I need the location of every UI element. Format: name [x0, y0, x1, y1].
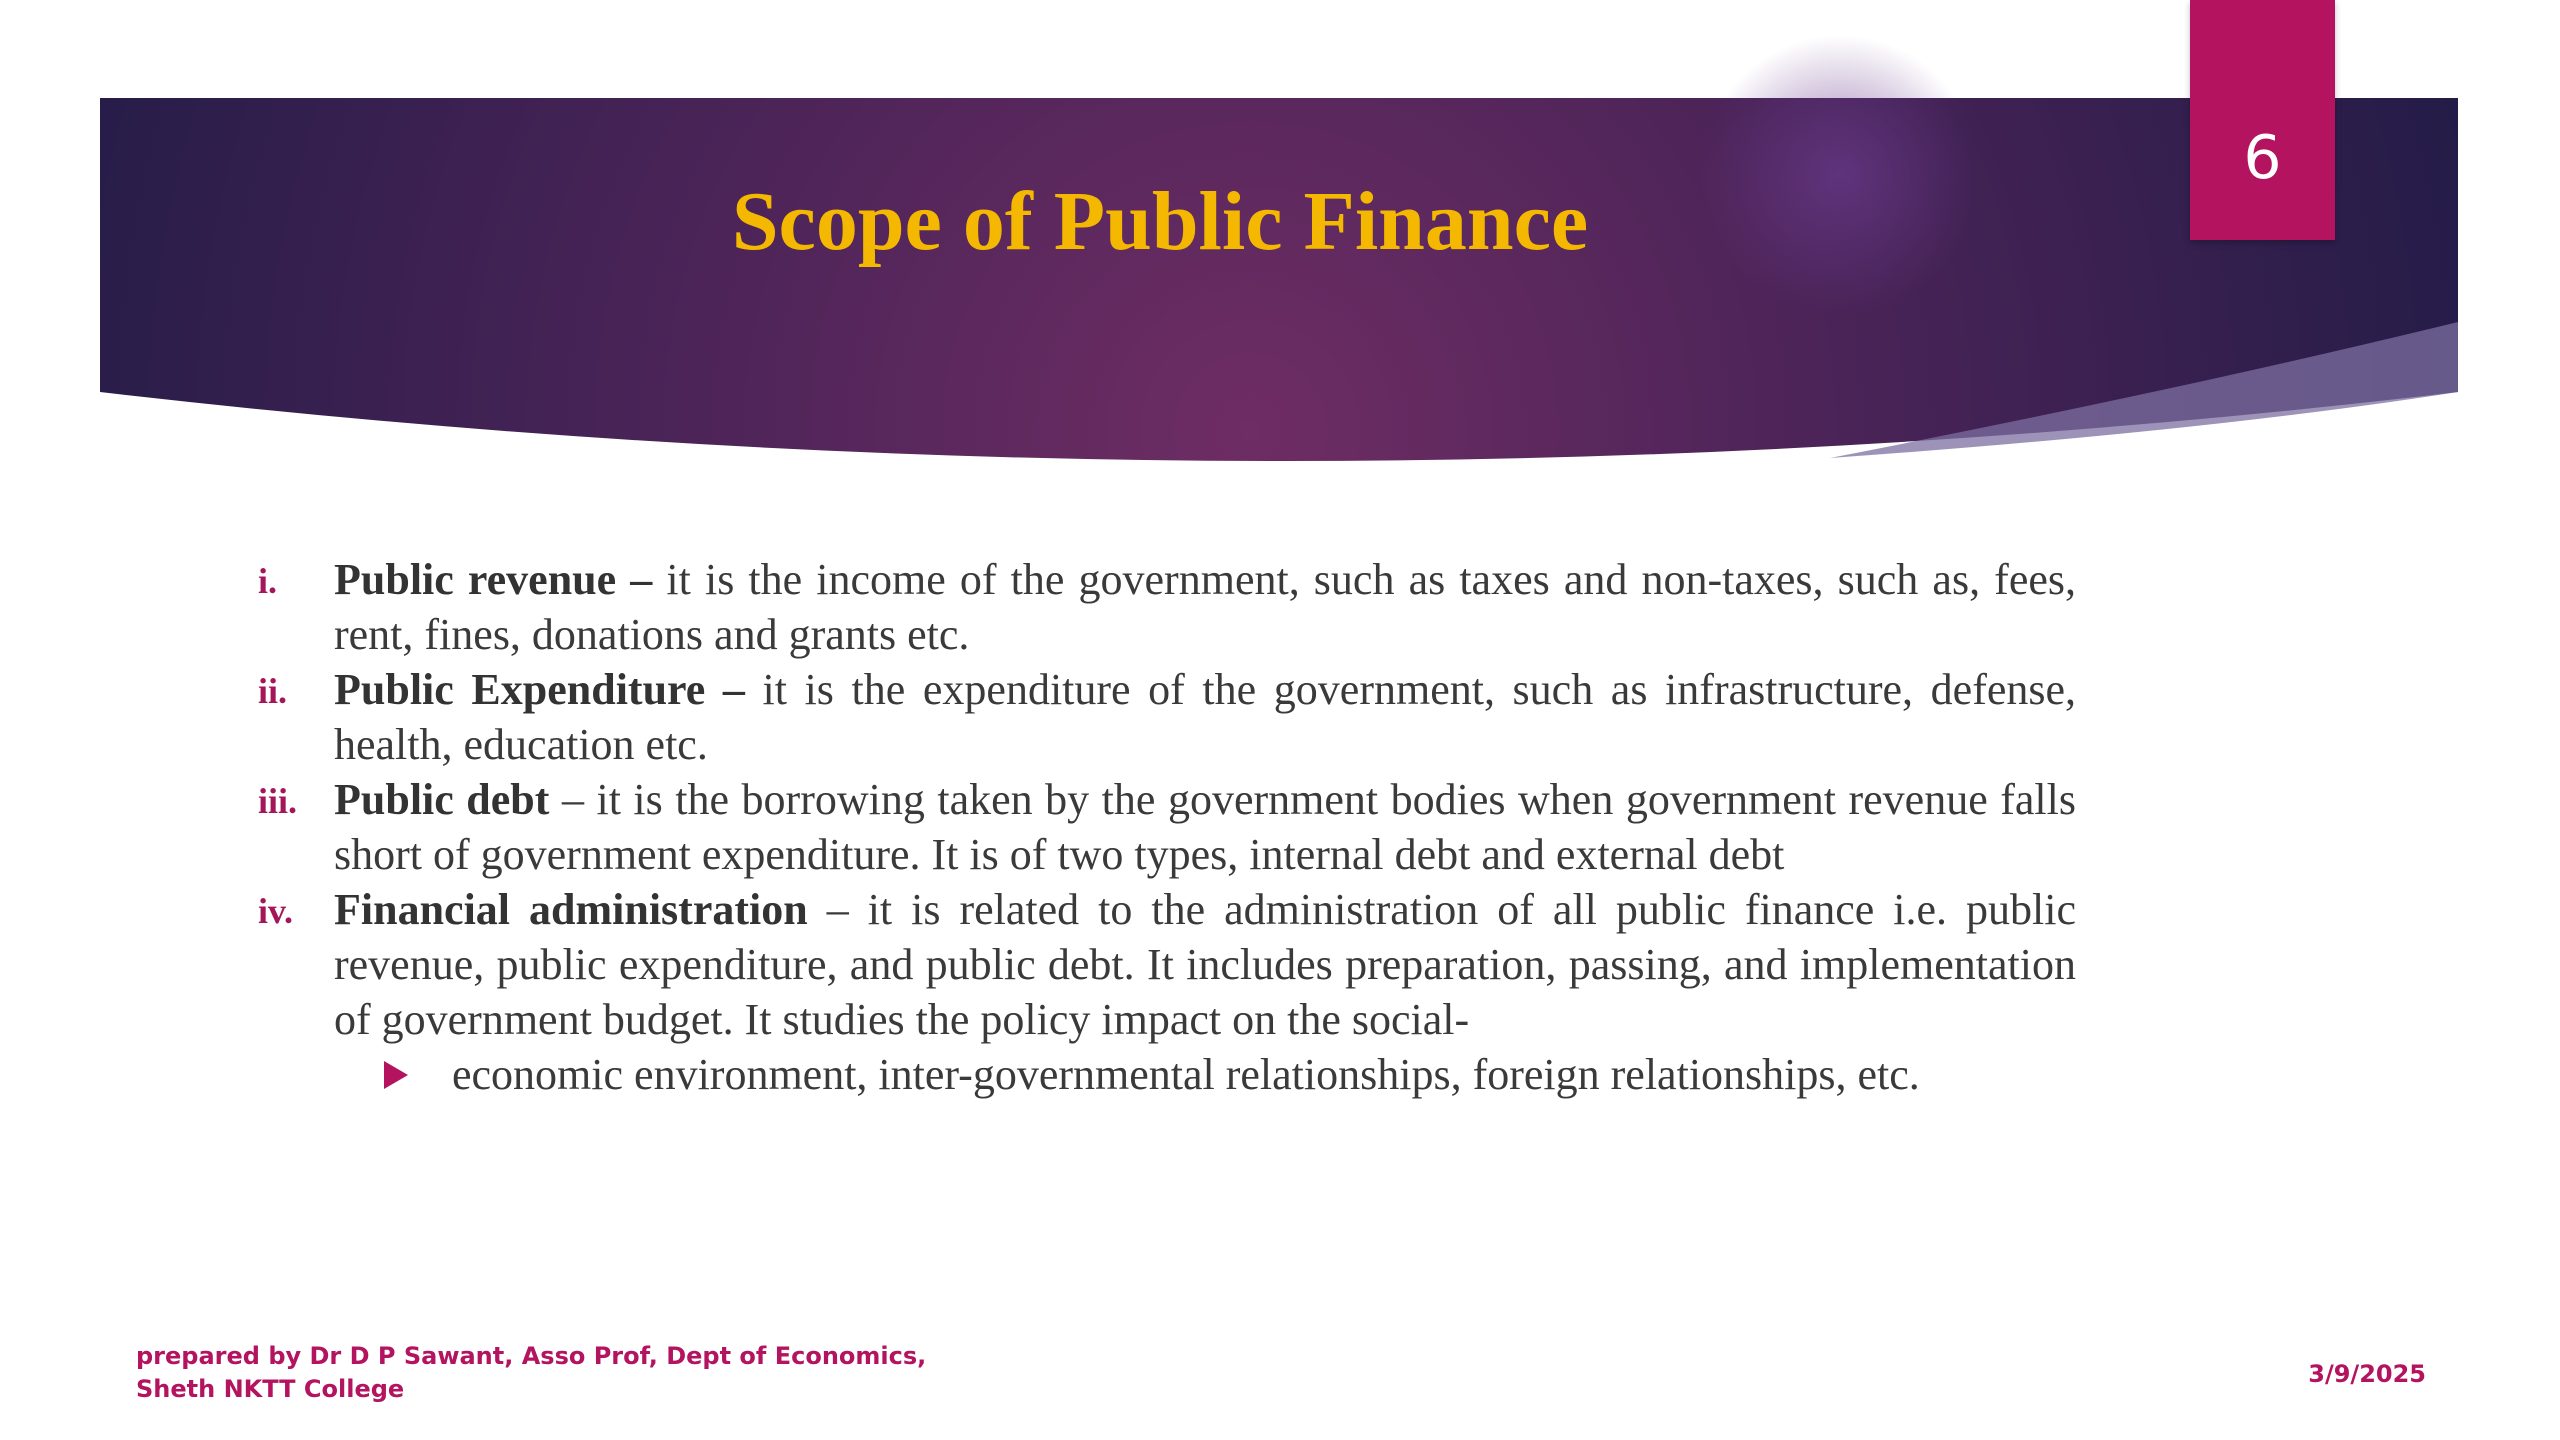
footer-author-line2: Sheth NKTT College: [136, 1375, 405, 1403]
list-numeral: ii.: [258, 671, 288, 711]
sub-item-text: economic environment, inter-governmental relationships, foreign relationships, etc.: [452, 1050, 1920, 1099]
item-description: it is related to the administration of all public finance i.e. public revenue, public expenditure, and public debt. It includes preparation, passing, and implementation of government budget. It studies the policy impact on the social-: [334, 885, 2077, 1044]
list-item: [258, 882, 2076, 1047]
term-public-revenue: Public revenue: [334, 555, 617, 604]
list-numeral: iv.: [258, 891, 294, 931]
slide-number-badge: [2190, 0, 2335, 240]
triangle-right-icon: [384, 1061, 408, 1089]
footer-author: [136, 1340, 926, 1406]
item-description: it is the expenditure of the government, such as infrastructure, defense, health, education etc.: [334, 665, 2077, 769]
item-dash: –: [549, 775, 597, 824]
term-public-expenditure: Public Expenditure: [334, 665, 706, 714]
sub-list-item: [258, 1047, 2076, 1102]
footer-date: 3/9/2025: [2308, 1360, 2426, 1388]
list-item: [258, 662, 2076, 772]
slide-number: 6: [2243, 123, 2282, 193]
footer-author-line1: prepared by Dr D P Sawant, Asso Prof, Dept of Economics,: [136, 1342, 927, 1370]
term-public-debt: Public debt: [334, 775, 550, 824]
item-description: it is the income of the government, such as taxes and non-taxes, such as, fees, rent, fines, donations and grants etc.: [334, 555, 2077, 659]
slide-title: Scope of Public Finance: [731, 175, 1589, 268]
item-description: it is the borrowing taken by the government bodies when government revenue falls short of government expenditure. It is of two types, internal debt and external debt: [334, 775, 2077, 879]
term-financial-administration: Financial administration: [334, 885, 808, 934]
item-dash: –: [807, 885, 868, 934]
list-item: [258, 552, 2076, 662]
item-dash: –: [616, 555, 667, 604]
list-item: [258, 772, 2076, 882]
list-numeral: i.: [258, 561, 278, 601]
list-numeral: iii.: [258, 781, 298, 821]
item-dash: –: [705, 665, 763, 714]
scope-list: [258, 552, 2076, 1102]
